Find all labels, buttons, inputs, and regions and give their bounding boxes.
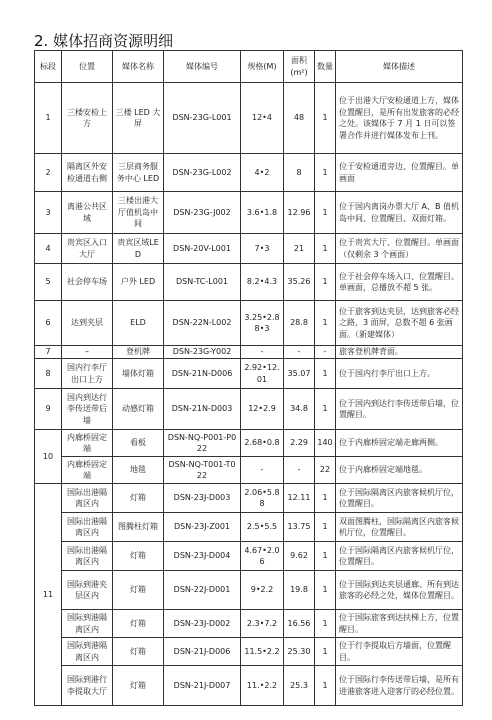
cell-media-name: ELD — [113, 301, 164, 346]
table-row — [35, 666, 463, 706]
cell-area: 25.3 — [284, 666, 315, 706]
cell-area: 12.96 — [284, 192, 315, 234]
cell-location: 内廊桥固定端 — [62, 457, 113, 484]
cell-media-code: DSN-NQ-T001-T022 — [164, 457, 241, 484]
cell-quantity: 1 — [315, 154, 336, 192]
cell-segment: 7 — [35, 346, 62, 359]
cell-spec: 3.25•2.88•3 — [241, 301, 284, 346]
cell-description: 位于国内行李厅出口上方。 — [336, 359, 463, 389]
cell-description: 双面图腾柱，国际隔离区内旅客候机厅位，位置醒目。 — [336, 513, 463, 542]
cell-description: 位于行李提取后方墙面，位置醒目。 — [336, 638, 463, 666]
table-row — [35, 154, 463, 192]
cell-area: 12.11 — [284, 484, 315, 513]
table-row — [35, 638, 463, 666]
table-row — [35, 542, 463, 571]
cell-description: 位于社会停车场入口、位置醒目。单画面，总播放不超 5 张。 — [336, 264, 463, 301]
cell-media-name: 灯箱 — [113, 542, 164, 571]
cell-area: 2.29 — [284, 430, 315, 457]
cell-media-code: DSN-21N-D003 — [164, 389, 241, 430]
cell-spec: 2.5•5.5 — [241, 513, 284, 542]
cell-media-code: DSN-23J-D002 — [164, 610, 241, 638]
cell-media-code: DSN-20V-L001 — [164, 234, 241, 264]
cell-description: 位于内廊桥固定端地毯。 — [336, 457, 463, 484]
cell-description: 位于出港大厅安检通道上方，媒体位置醒目，是所有出发旅客的必经之处。该媒体于 7 月 1 日可以签署合作并进行媒体发布上刊。 — [336, 83, 463, 154]
cell-location: 国际到港夹层区内 — [62, 571, 113, 610]
cell-media-name: 墙体灯箱 — [113, 359, 164, 389]
table-row — [35, 83, 463, 154]
cell-area: 34.8 — [284, 389, 315, 430]
cell-quantity: 1 — [315, 666, 336, 706]
cell-media-name: 图腾柱灯箱 — [113, 513, 164, 542]
table-row — [35, 234, 463, 264]
cell-media-code: DSN-23G-L001 — [164, 83, 241, 154]
cell-media-name: 贵宾区域LED — [113, 234, 164, 264]
cell-spec: 8.2•4.3 — [241, 264, 284, 301]
cell-description: 位于安检通道旁边、位置醒目。单画面 — [336, 154, 463, 192]
cell-description: 位于国际隔离区内旅客候机厅位，位置醒目。 — [336, 542, 463, 571]
cell-quantity: 1 — [315, 359, 336, 389]
cell-location: 国际出港隔离区内 — [62, 542, 113, 571]
header-location: 位置 — [62, 51, 113, 83]
cell-spec: 3.6•1.8 — [241, 192, 284, 234]
cell-media-name: 三层商务服务中心 LED — [113, 154, 164, 192]
cell-description: 位于旅客到达夹层，达到旅客必经之路，3 面屏，总数不超 6 张画面。（新建媒体） — [336, 301, 463, 346]
cell-area: 9.62 — [284, 542, 315, 571]
cell-location: 达到夹层 — [62, 301, 113, 346]
table-row — [35, 359, 463, 389]
cell-location: – — [62, 346, 113, 359]
header-description: 媒体描述 — [336, 51, 463, 83]
cell-spec: 11.5•2.2 — [241, 638, 284, 666]
cell-quantity: 1 — [315, 571, 336, 610]
header-quantity: 数量 — [315, 51, 336, 83]
cell-spec: 12•4 — [241, 83, 284, 154]
cell-area: 21 — [284, 234, 315, 264]
table-row — [35, 513, 463, 542]
cell-location: 国际出港隔离区内 — [62, 513, 113, 542]
cell-quantity: 1 — [315, 638, 336, 666]
table-row — [35, 264, 463, 301]
table-row — [35, 571, 463, 610]
cell-media-code: DSN-23G-Y002 — [164, 346, 241, 359]
cell-location: 三楼安检上方 — [62, 83, 113, 154]
cell-segment: 1 — [35, 83, 62, 154]
cell-media-name: 灯箱 — [113, 666, 164, 706]
cell-spec: 9•2.2 — [241, 571, 284, 610]
cell-media-code: DSN-21J-D006 — [164, 638, 241, 666]
cell-media-code: DSN-23J-D003 — [164, 484, 241, 513]
cell-quantity: 1 — [315, 610, 336, 638]
header-segment: 标段 — [35, 51, 62, 83]
cell-description: 位于国内离岗办票大厅 A、B 值机岛中间、位置醒目、双面灯箱。 — [336, 192, 463, 234]
cell-media-name: 灯箱 — [113, 571, 164, 610]
cell-location: 隔离区外安检通道右侧 — [62, 154, 113, 192]
table-row — [35, 430, 463, 457]
cell-location: 国内到达行李传送带后墙 — [62, 389, 113, 430]
cell-quantity: 1 — [315, 192, 336, 234]
cell-quantity: 1 — [315, 264, 336, 301]
cell-spec: 12•2.9 — [241, 389, 284, 430]
cell-media-code: DSN-NQ-P001-P022 — [164, 430, 241, 457]
cell-media-name: 灯箱 — [113, 484, 164, 513]
table-header-row — [35, 51, 463, 83]
cell-media-code: DSN-22N-L002 — [164, 301, 241, 346]
cell-media-code: DSN-21N-D006 — [164, 359, 241, 389]
media-resource-table — [34, 50, 463, 706]
cell-description: 位于贵宾大厅、位置醒目。单画面（仅剩余 3 个画面） — [336, 234, 463, 264]
cell-segment: 6 — [35, 301, 62, 346]
cell-area: 35.26 — [284, 264, 315, 301]
cell-media-name: 三楼出港大厅值机岛中间 — [113, 192, 164, 234]
cell-location: 国际到港行李提取大厅 — [62, 666, 113, 706]
cell-quantity: 1 — [315, 234, 336, 264]
cell-segment: 8 — [35, 359, 62, 389]
cell-spec: 2.68•0.8 — [241, 430, 284, 457]
page-title: 2. 媒体招商资源明细 — [34, 32, 174, 50]
cell-segment: 3 — [35, 192, 62, 234]
cell-segment: 5 — [35, 264, 62, 301]
cell-segment: 11 — [35, 484, 62, 706]
cell-media-name: 登机牌 — [113, 346, 164, 359]
cell-segment: 4 — [35, 234, 62, 264]
cell-spec: 7•3 — [241, 234, 284, 264]
cell-description: 位于国际隔离区内旅客候机厅位，位置醒目。 — [336, 484, 463, 513]
cell-description: 位于国际行李传送带后墙，是所有进港旅客进入迎客厅的必经位置。 — [336, 666, 463, 706]
header-area: 面积(m²) — [284, 51, 315, 83]
cell-segment: 9 — [35, 389, 62, 430]
cell-location: 离港公共区域 — [62, 192, 113, 234]
cell-media-name: 灯箱 — [113, 638, 164, 666]
table-row — [35, 484, 463, 513]
cell-media-name: 看板 — [113, 430, 164, 457]
cell-media-name: 三楼 LED 大屏 — [113, 83, 164, 154]
cell-quantity: 1 — [315, 542, 336, 571]
cell-segment: 10 — [35, 430, 62, 484]
cell-area: 16.56 — [284, 610, 315, 638]
cell-spec: 2.3•7.2 — [241, 610, 284, 638]
cell-location: 国际到港隔离区内 — [62, 610, 113, 638]
cell-spec: 4•2 — [241, 154, 284, 192]
cell-quantity: 1 — [315, 513, 336, 542]
cell-spec: 11.•2.2 — [241, 666, 284, 706]
cell-location: 国内行李厅出口上方 — [62, 359, 113, 389]
table-row — [35, 457, 463, 484]
cell-spec: 2.92•12.01 — [241, 359, 284, 389]
cell-area: 19.8 — [284, 571, 315, 610]
cell-media-name: 动感灯箱 — [113, 389, 164, 430]
cell-segment: 2 — [35, 154, 62, 192]
cell-area: 48 — [284, 83, 315, 154]
cell-quantity: 140 — [315, 430, 336, 457]
cell-media-code: DSN-TC-L001 — [164, 264, 241, 301]
cell-quantity: 1 — [315, 301, 336, 346]
cell-spec: 4.67•2.06 — [241, 542, 284, 571]
cell-media-name: 地毯 — [113, 457, 164, 484]
cell-description: 位于国际旅客到达扶梯上方，位置醒目。 — [336, 610, 463, 638]
cell-quantity: 22 — [315, 457, 336, 484]
cell-spec: - — [241, 346, 284, 359]
cell-area: 35.07 — [284, 359, 315, 389]
cell-area: - — [284, 346, 315, 359]
table-row — [35, 610, 463, 638]
cell-media-code: DSN-23J-Z001 — [164, 513, 241, 542]
cell-description: 位于国际到达夹层通廊、所有到达旅客的必经之处，媒体位置醒目。 — [336, 571, 463, 610]
cell-media-code: DSN-23G-L002 — [164, 154, 241, 192]
cell-spec: 2.06•5.88 — [241, 484, 284, 513]
cell-area: 28.8 — [284, 301, 315, 346]
cell-location: 社会停车场 — [62, 264, 113, 301]
table-row — [35, 346, 463, 359]
cell-area: 13.75 — [284, 513, 315, 542]
cell-media-code: DSN-23G-J002 — [164, 192, 241, 234]
cell-quantity: 1 — [315, 389, 336, 430]
cell-media-code: DSN-23J-D004 — [164, 542, 241, 571]
cell-quantity: - — [315, 346, 336, 359]
header-spec: 规格(M) — [241, 51, 284, 83]
cell-description: 旅客登机牌背面。 — [336, 346, 463, 359]
table-row — [35, 192, 463, 234]
cell-media-code: DSN-22J-D001 — [164, 571, 241, 610]
cell-media-name: 户外 LED — [113, 264, 164, 301]
header-media-name: 媒体名称 — [113, 51, 164, 83]
header-media-code: 媒体编号 — [164, 51, 241, 83]
cell-media-code: DSN-21J-D007 — [164, 666, 241, 706]
cell-spec: - — [241, 457, 284, 484]
cell-media-name: 灯箱 — [113, 610, 164, 638]
cell-location: 内廊桥固定端 — [62, 430, 113, 457]
table-row — [35, 389, 463, 430]
cell-area: - — [284, 457, 315, 484]
cell-location: 国际到港隔离区内 — [62, 638, 113, 666]
cell-area: 25.30 — [284, 638, 315, 666]
cell-area: 8 — [284, 154, 315, 192]
cell-location: 贵宾区入口大厅 — [62, 234, 113, 264]
cell-location: 国际出港隔离区内 — [62, 484, 113, 513]
table-row — [35, 301, 463, 346]
cell-quantity: 1 — [315, 484, 336, 513]
cell-quantity: 1 — [315, 83, 336, 154]
cell-description: 位于国内到达行李传送带后墙，位置醒目。 — [336, 389, 463, 430]
cell-description: 位于内廊桥固定端走廊两侧。 — [336, 430, 463, 457]
